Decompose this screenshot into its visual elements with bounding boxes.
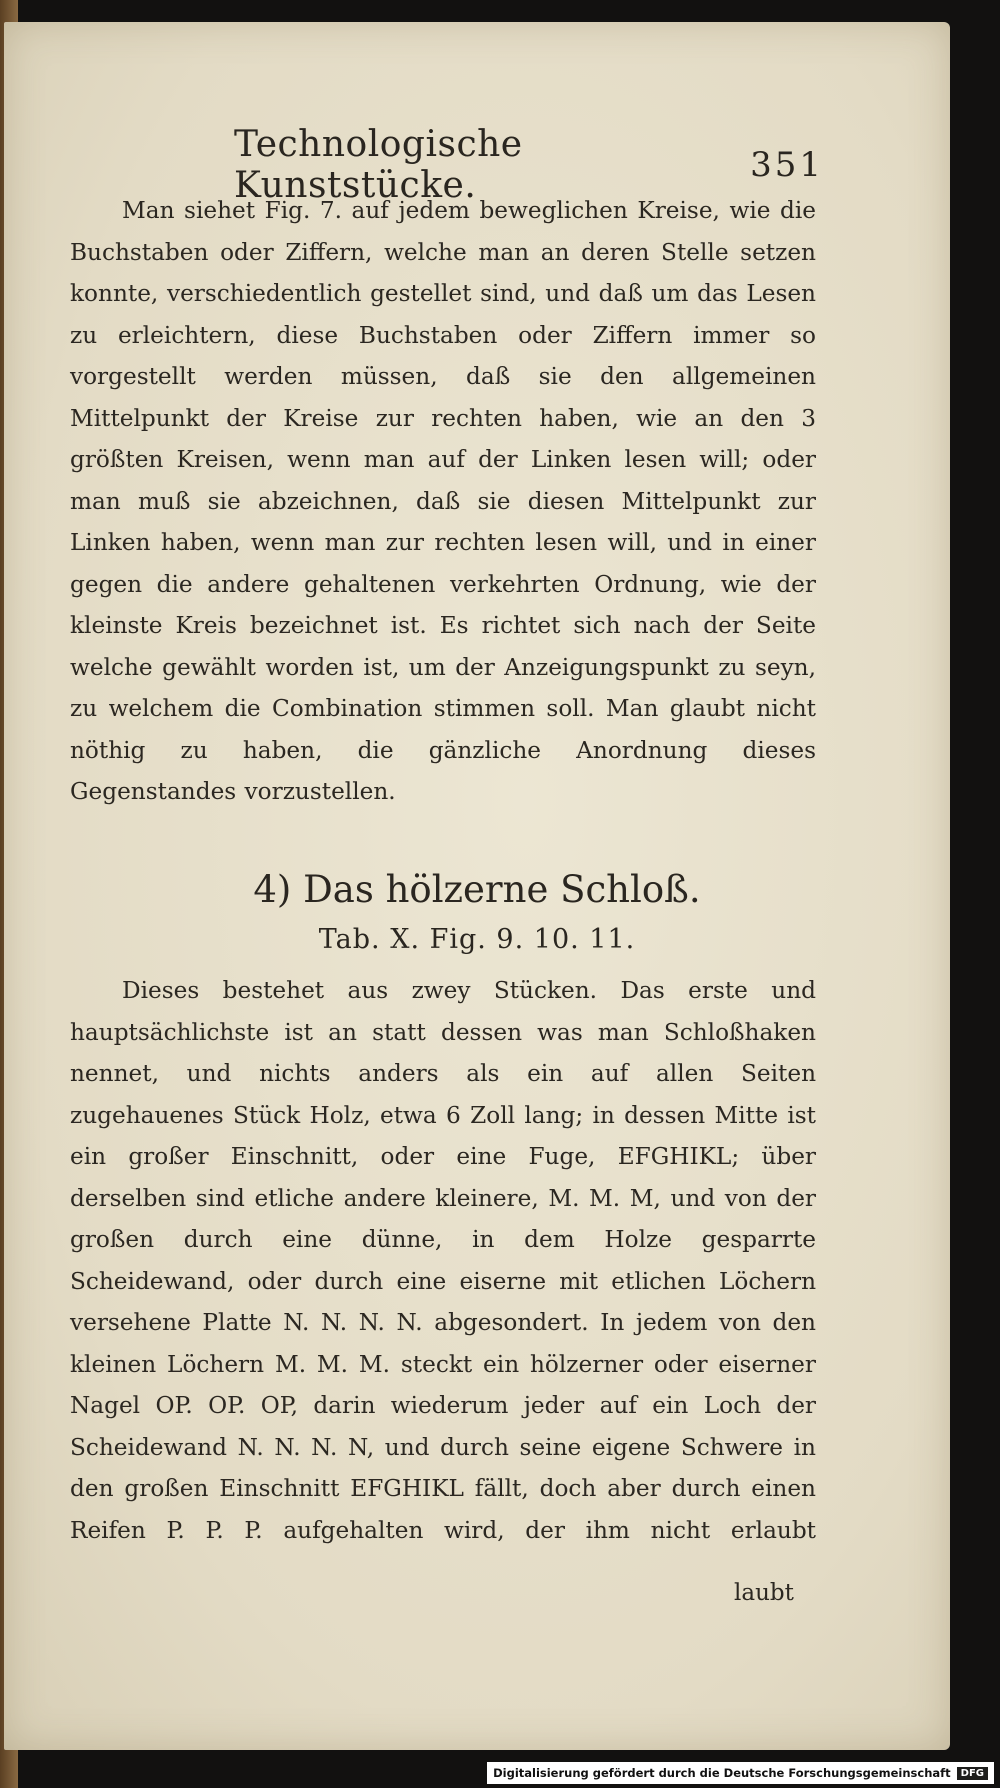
table-reference: Tab. X. Fig. 9. 10. 11. — [318, 924, 636, 955]
dfg-logo: DFG — [957, 1767, 988, 1780]
paragraph-1: Man siehet Fig. 7. auf jedem beweglichen Kreise, wie die Buchstaben oder Ziffern, welche man an deren Stelle setzen konnte, verschiedentlich gestellet sind, und daß um das Lesen zu erleichtern, diese Buchstaben oder Ziffern immer so vorgestellt werden müssen, daß sie den allgemeinen Mittelpunkt der Kreise zur rechten haben, wie an den 3 größten Kreisen, wenn man auf der Linken lesen will; oder man muß sie abzeichnen, daß sie diesen Mittelpunkt zur Linken haben, wenn man zur rechten lesen will, und in einer gegen die andere gehaltenen verkehrten Ordnung, wie der kleinste Kreis bezeichnet ist. Es richtet sich nach der Seite welche gewählt worden ist, um der Anzeigungspunkt zu seyn, zu welchem die Combination stimmen soll. Man glaubt nicht nöthig zu haben, die gänzliche Anordnung dieses Gegenstandes vorzustellen. — [70, 197, 816, 805]
section-heading: 4) Das hölzerne Schloß. — [253, 868, 701, 911]
digitization-footer — [487, 1762, 994, 1784]
page-header — [204, 124, 824, 206]
page-number: 351 — [750, 145, 824, 185]
paragraph-1-block — [70, 190, 816, 813]
paragraph-2-block — [70, 970, 816, 1551]
book-page — [4, 22, 950, 1750]
running-title: Technologische Kunststücke. — [234, 124, 523, 206]
digitization-credit: Digitalisierung gefördert durch die Deutsche Forschungsgemeinschaft — [493, 1766, 951, 1780]
paragraph-2: Dieses bestehet aus zwey Stücken. Das erste und hauptsächlichste ist an statt dessen was man Schloßhaken nennet, und nichts anders als ein auf allen Seiten zugehauenes Stück Holz, etwa 6 Zoll lang; in dessen Mitte ist ein großer Einschnitt, oder eine Fuge, EFGHIKL; über derselben sind etliche andere kleinere, M. M. M, und von der großen durch eine dünne, in dem Holze gesparrte Scheidewand, oder durch eine eiserne mit etlichen Löchern versehene Platte N. N. N. N. abgesondert. In jedem von den kleinen Löchern M. M. M. steckt ein hölzerner oder eiserner Nagel OP. OP. OP, darin wiederum jeder auf ein Loch der Scheidewand N. N. N. N, und durch seine eigene Schwere in den großen Einschnitt EFGHIKL fällt, doch aber durch einen Reifen P. P. P. aufgehalten wird, der ihm nicht erlaubt — [70, 977, 816, 1544]
catchword: laubt — [734, 1580, 794, 1606]
